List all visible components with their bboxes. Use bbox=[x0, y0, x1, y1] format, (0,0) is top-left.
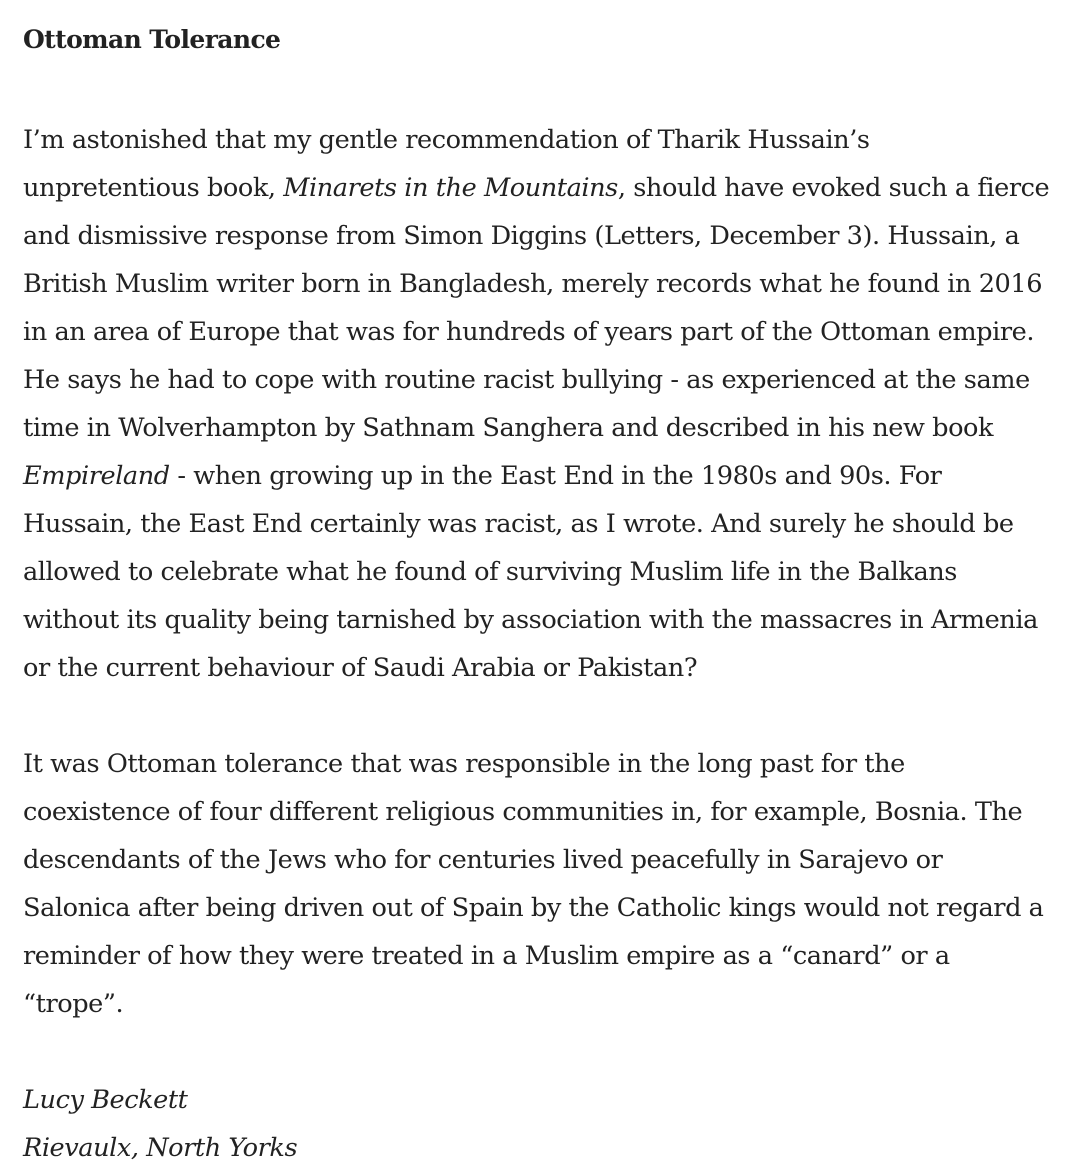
letter-paragraph-1 bbox=[23, 116, 1053, 692]
letter bbox=[23, 20, 1053, 1172]
book-title-empireland: Empireland bbox=[23, 461, 170, 491]
author-location: Rievaulx, North Yorks bbox=[23, 1133, 298, 1163]
paragraph-1-text-c: - when growing up in the East End in the 1980s and 90s. For Hussain, the East End certainly was racist, as I wrote. And surely he should be allowed to celebrate what he found of surviving Muslim life in the Balkans without its quality being tarnished by association with the massacres in Armenia or the current behaviour of Saudi Arabia or Pakistan? bbox=[23, 461, 1038, 683]
paragraph-1-text-b: , should have evoked such a fierce and dismissive response from Simon Diggins (Letters, December 3). Hussain, a British Muslim writer born in Bangladesh, merely records what he found in 2016 in an area of Europe that was for hundreds of years part of the Ottoman empire. He says he had to cope with routine racist bullying - as experienced at the same time in Wolverhampton by Sathnam Sanghera and described in his new book bbox=[23, 173, 1050, 443]
book-title-minarets: Minarets in the Mountains bbox=[283, 173, 618, 203]
letter-paragraph-2: It was Ottoman tolerance that was responsible in the long past for the coexistence of four different religious communities in, for example, Bosnia. The descendants of the Jews who for centuries lived peacefully in Sarajevo or Salonica after being driven out of Spain by the Catholic kings would not regard a reminder of how they were treated in a Muslim empire as a “canard” or a “trope”. bbox=[23, 749, 1044, 1019]
letter-title: Ottoman Tolerance bbox=[23, 25, 281, 54]
letter-signoff bbox=[23, 1076, 1053, 1172]
author-name: Lucy Beckett bbox=[23, 1085, 188, 1115]
paragraph-1-text-a: I’m astonished that my gentle recommendation of Tharik Hussain’s unpretentious book, bbox=[23, 125, 870, 203]
